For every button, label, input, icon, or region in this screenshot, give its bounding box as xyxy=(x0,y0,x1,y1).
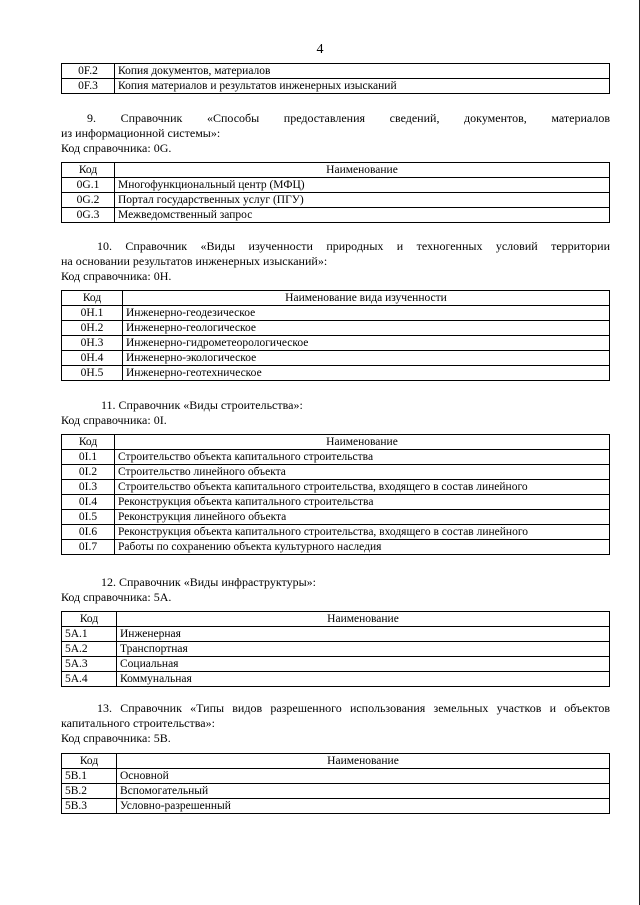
table-row xyxy=(62,495,610,510)
table-section-9 xyxy=(61,162,610,223)
section-10-heading-cont: на основании результатов инженерных изысканий»: xyxy=(61,254,328,268)
name-cell: Инженерно-геотехническое xyxy=(123,366,610,381)
section-12-code: Код справочника: 5A. xyxy=(61,590,172,604)
table-row xyxy=(62,642,610,657)
header-code: Код xyxy=(62,163,115,178)
name-cell: Строительство объекта капитального строительства xyxy=(115,450,610,465)
section-13-heading: 13. Справочник «Типы видов разрешенного использования земельных участков и объектов xyxy=(97,701,610,715)
name-cell: Инженерная xyxy=(117,627,610,642)
table-row xyxy=(62,465,610,480)
name-cell: Работы по сохранению объекта культурного наследия xyxy=(115,540,610,555)
name-cell: Портал государственных услуг (ПГУ) xyxy=(115,193,610,208)
table-header-row xyxy=(62,163,610,178)
header-code: Код xyxy=(62,612,117,627)
table-section-10 xyxy=(61,290,610,381)
table-row xyxy=(62,64,610,79)
section-9-code: Код справочника: 0G. xyxy=(61,141,172,155)
name-cell: Многофункциональный центр (МФЦ) xyxy=(115,178,610,193)
table-row xyxy=(62,627,610,642)
name-cell: Копия материалов и результатов инженерных изысканий xyxy=(115,79,610,94)
table-row xyxy=(62,540,610,555)
table-row xyxy=(62,336,610,351)
table-header-row xyxy=(62,754,610,769)
code-cell: 5B.1 xyxy=(62,769,117,784)
code-cell: 0H.2 xyxy=(62,321,123,336)
name-cell: Межведомственный запрос xyxy=(115,208,610,223)
code-cell: 5A.2 xyxy=(62,642,117,657)
name-cell: Инженерно-геологическое xyxy=(123,321,610,336)
section-12-heading: 12. Справочник «Виды инфраструктуры»: xyxy=(101,575,316,589)
name-cell: Инженерно-геодезическое xyxy=(123,306,610,321)
table-section-13 xyxy=(61,753,610,814)
table-row xyxy=(62,799,610,814)
table-row xyxy=(62,480,610,495)
header-name: Наименование xyxy=(115,435,610,450)
header-code: Код xyxy=(62,435,115,450)
code-cell: 0H.4 xyxy=(62,351,123,366)
name-cell: Реконструкция объекта капитального строительства xyxy=(115,495,610,510)
name-cell: Строительство линейного объекта xyxy=(115,465,610,480)
code-cell: 0G.3 xyxy=(62,208,115,223)
section-11-code: Код справочника: 0I. xyxy=(61,413,167,427)
table-row xyxy=(62,525,610,540)
name-cell: Строительство объекта капитального строительства, входящего в состав линейного xyxy=(115,480,610,495)
name-cell: Реконструкция объекта капитального строительства, входящего в состав линейного xyxy=(115,525,610,540)
header-name: Наименование xyxy=(117,754,610,769)
section-10-code: Код справочника: 0H. xyxy=(61,269,172,283)
code-cell: 0H.5 xyxy=(62,366,123,381)
section-11-heading: 11. Справочник «Виды строительства»: xyxy=(101,398,303,412)
table-row xyxy=(62,769,610,784)
name-cell: Реконструкция линейного объекта xyxy=(115,510,610,525)
section-13-code: Код справочника: 5B. xyxy=(61,731,171,745)
table-row xyxy=(62,366,610,381)
name-cell: Инженерно-гидрометеорологическое xyxy=(123,336,610,351)
table-row xyxy=(62,208,610,223)
code-cell: 0I.3 xyxy=(62,480,115,495)
table-row xyxy=(62,351,610,366)
header-name: Наименование xyxy=(115,163,610,178)
code-cell: 0I.2 xyxy=(62,465,115,480)
code-cell: 0I.4 xyxy=(62,495,115,510)
table-row xyxy=(62,657,610,672)
header-name: Наименование xyxy=(117,612,610,627)
table-row xyxy=(62,784,610,799)
table-row xyxy=(62,672,610,687)
code-cell: 0I.5 xyxy=(62,510,115,525)
code-cell: 0G.1 xyxy=(62,178,115,193)
code-cell: 0G.2 xyxy=(62,193,115,208)
code-cell: 0I.7 xyxy=(62,540,115,555)
header-code: Код xyxy=(62,754,117,769)
code-cell: 5A.4 xyxy=(62,672,117,687)
table-section-11 xyxy=(61,434,610,555)
name-cell: Вспомогательный xyxy=(117,784,610,799)
table-header-row xyxy=(62,435,610,450)
code-cell: 5B.3 xyxy=(62,799,117,814)
table-section-12 xyxy=(61,611,610,687)
code-cell: 5A.3 xyxy=(62,657,117,672)
code-cell: 0I.6 xyxy=(62,525,115,540)
code-cell: 5B.2 xyxy=(62,784,117,799)
code-cell: 0I.1 xyxy=(62,450,115,465)
section-9-heading: 9. Справочник «Способы предоставления сведений, документов, материалов xyxy=(87,111,610,125)
table-header-row xyxy=(62,612,610,627)
header-name: Наименование вида изученности xyxy=(123,291,610,306)
code-cell: 0H.1 xyxy=(62,306,123,321)
section-13-heading-cont: капитального строительства»: xyxy=(61,716,215,730)
code-cell: 5A.1 xyxy=(62,627,117,642)
table-row xyxy=(62,79,610,94)
code-cell: 0F.3 xyxy=(62,79,115,94)
name-cell: Копия документов, материалов xyxy=(115,64,610,79)
code-cell: 0F.2 xyxy=(62,64,115,79)
table-continuation xyxy=(61,63,610,94)
section-9-heading-cont: из информационной системы»: xyxy=(61,126,221,140)
code-cell: 0H.3 xyxy=(62,336,123,351)
table-row xyxy=(62,321,610,336)
table-row xyxy=(62,510,610,525)
table-header-row xyxy=(62,291,610,306)
name-cell: Транспортная xyxy=(117,642,610,657)
name-cell: Коммунальная xyxy=(117,672,610,687)
name-cell: Условно-разрешенный xyxy=(117,799,610,814)
page-number: 4 xyxy=(316,42,324,57)
table-row xyxy=(62,450,610,465)
name-cell: Социальная xyxy=(117,657,610,672)
section-10-heading: 10. Справочник «Виды изученности природных и техногенных условий территории xyxy=(97,239,610,253)
name-cell: Основной xyxy=(117,769,610,784)
header-code: Код xyxy=(62,291,123,306)
table-row xyxy=(62,193,610,208)
name-cell: Инженерно-экологическое xyxy=(123,351,610,366)
table-row xyxy=(62,306,610,321)
table-row xyxy=(62,178,610,193)
